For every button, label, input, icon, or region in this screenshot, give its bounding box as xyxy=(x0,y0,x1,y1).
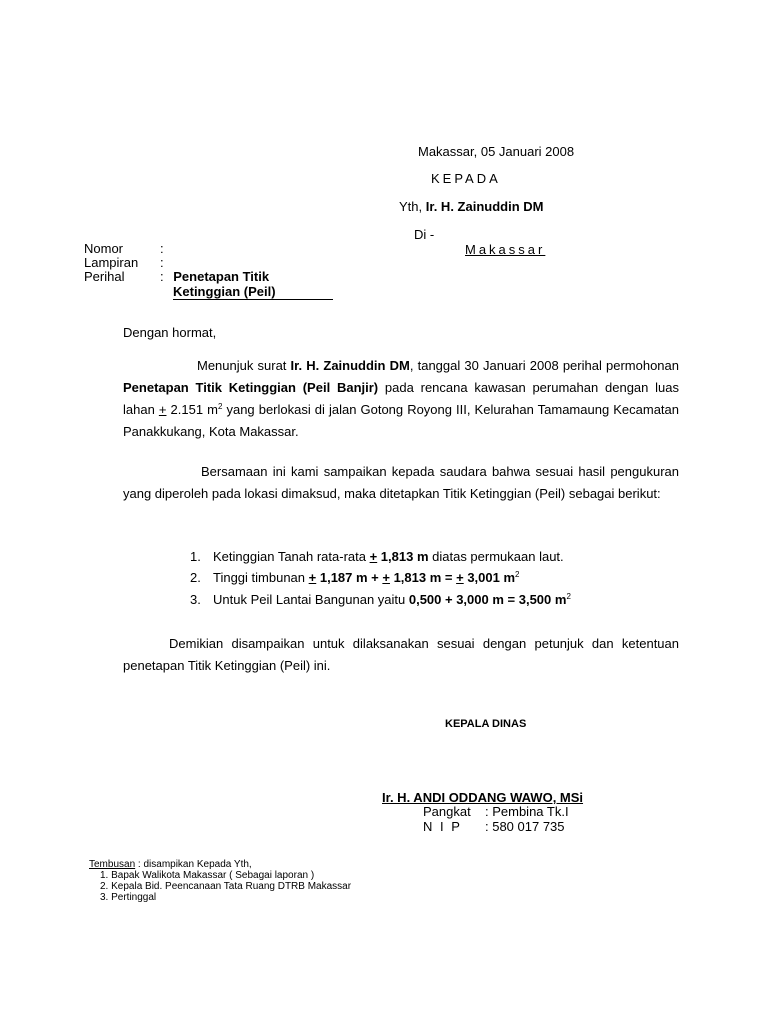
lampiran-row xyxy=(84,255,164,270)
tembusan-item: 3. Pertinggal xyxy=(100,892,157,903)
paragraph-2: Bersamaan ini kami sampaikan kepada saudara bahwa sesuai hasil pengukuran yang diperoleh pada lokasi dimaksud, maka ditetapkan Titik Ketinggian (Peil) sebagai berikut: xyxy=(123,464,679,501)
paragraph-1: Menunjuk surat Ir. H. Zainuddin DM, tanggal 30 Januari 2008 perihal permohonan Penetapan Titik Ketinggian (Peil Banjir) pada rencana kawasan perumahan dengan luas lahan + 2.151 $m^2$ yang berlokasi di jalan Gotong Royong III, Kelurahan Tamamaung Kecamatan Panakkukang, Kota Makassar. xyxy=(123,358,680,439)
tembusan-intro: Tembusan : disampikan Kepada Yth, xyxy=(89,859,252,870)
list-item: 2. Tinggi timbunan + 1,187 m + + 1,813 m = + 3,001 $m^2$ xyxy=(190,570,520,585)
lampiran-label: Lampiran xyxy=(84,255,139,270)
di-label: Di - xyxy=(414,227,435,242)
nomor-label: Nomor xyxy=(84,241,124,256)
addressee-city: Makassar xyxy=(465,242,546,257)
list-item: 1. Ketinggian Tanah rata-rata + 1,813 m diatas permukaan laut. xyxy=(190,549,564,564)
plus-minus: + xyxy=(158,402,167,417)
pangkat-label: Pangkat xyxy=(423,804,471,819)
nip-value: : 580 017 735 xyxy=(485,819,565,834)
ref-name: Ir. H. Zainuddin DM xyxy=(290,358,410,373)
perihal-value-line2: Ketinggian (Peil) xyxy=(173,284,333,300)
paragraph-3: Demikian disampaikan untuk dilaksanakan sesuai dengan petunjuk dan ketentuan penetapan Titik Ketinggian (Peil) ini. xyxy=(123,636,679,673)
ref-subject: Penetapan Titik Ketinggian (Peil Banjir) xyxy=(123,380,379,395)
tembusan-item: 2. Kepala Bid. Peencanaan Tata Ruang DTRB Makassar xyxy=(100,881,352,892)
nip-row xyxy=(423,819,565,834)
perihal-colon: : xyxy=(160,269,164,284)
perihal-label: Perihal xyxy=(84,269,125,284)
yth-label: Yth, xyxy=(399,199,423,214)
tembusan-label: Tembusan xyxy=(89,859,136,870)
kepada-heading: KEPADA xyxy=(431,171,501,186)
nomor-colon: : xyxy=(160,241,164,256)
pangkat-value: : Pembina Tk.I xyxy=(485,804,569,819)
pangkat-row xyxy=(423,804,569,819)
nip-label: N I P xyxy=(423,819,462,834)
addressee-line xyxy=(399,199,543,214)
lampiran-colon: : xyxy=(160,255,164,270)
nomor-row xyxy=(84,241,164,256)
place-date: Makassar, 05 Januari 2008 xyxy=(418,144,575,159)
list-item: 3. Untuk Peil Lantai Bangunan yaitu 0,500 + 3,000 m = 3,500 $m^2$ xyxy=(190,592,571,607)
perihal-row xyxy=(84,269,269,284)
tembusan-item: 1. Bapak Walikota Makassar ( Sebagai laporan ) xyxy=(100,870,315,881)
perihal-value-line1: Penetapan Titik xyxy=(173,269,270,284)
addressee-name: Ir. H. Zainuddin DM xyxy=(425,199,544,214)
signatory-name: Ir. H. ANDI ODDANG WAWO, MSi xyxy=(382,790,584,805)
greeting: Dengan hormat, xyxy=(123,325,217,340)
signatory-title: KEPALA DINAS xyxy=(445,718,527,730)
